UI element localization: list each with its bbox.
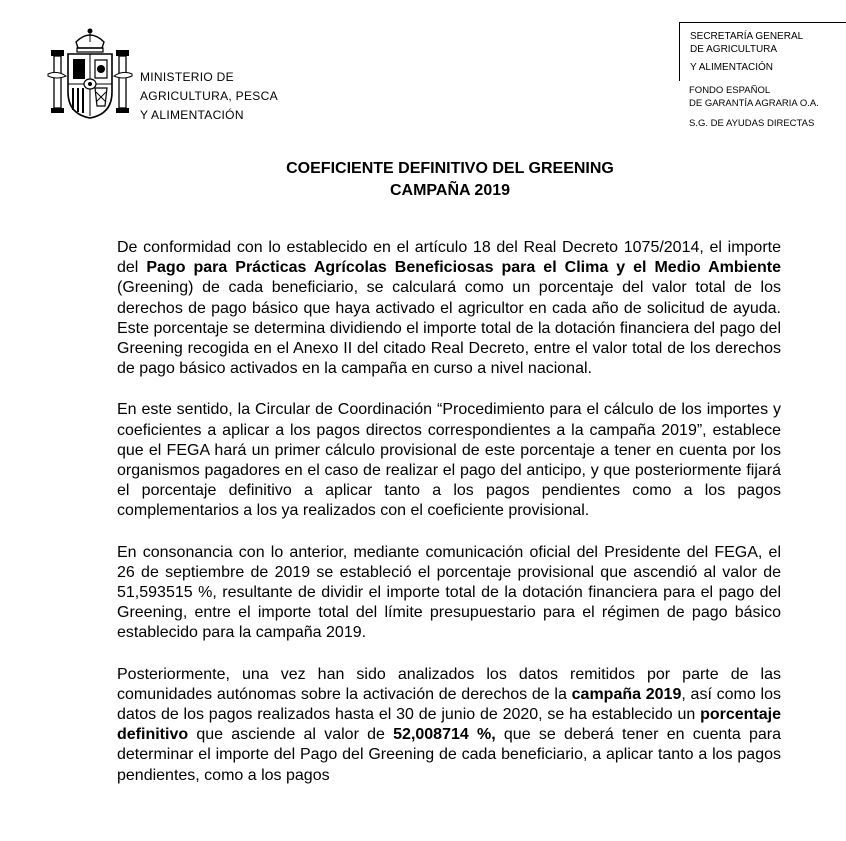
paragraph-3: En consonancia con lo anterior, mediante comunicación oficial del Presidente del FEGA, el 26 de septiembre de 2019 se estableció el porcentaje provisional que ascendió al valor de 51,593515 %, resultante de dividir el importe total de la dotación financiera para el pago del Greening, entre el importe total del límite presupuestario para el régimen de pago básico establecido para la campaña 2019. [117,543,781,642]
spain-coat-of-arms-icon [46,26,134,124]
secretaria-line: SECRETARÍA GENERAL [690,31,804,42]
p1-text-a: De conformidad con lo establecido en el artículo 18 del Real Decreto 1075/2014, el importe del [117,239,781,277]
secretaria-line: Y ALIMENTACIÓN [690,62,773,73]
p1-bold-greening: Pago para Prácticas Agrícolas Beneficiosas para el Clima y el Medio Ambiente [146,259,782,277]
secretaria-line: DE AGRICULTURA [690,44,778,55]
p4-text-c: , así como los datos de los pagos realizados hasta el 30 de junio de 2020, se ha establecido un [117,685,781,724]
title-line-2: CAMPAÑA 2019 [389,182,511,199]
title-line-1: COEFICIENTE DEFINITIVO DEL GREENING [286,160,614,177]
p4-bold-value: 52,008714 %, [393,726,496,744]
ministry-line: Y ALIMENTACIÓN [140,108,244,122]
paragraph-2: En este sentido, la Circular de Coordinación “Procedimiento para el cálculo de los importes y coeficientes a aplicar a los pagos directos correspondientes a la campaña 2019”, establece que el FEGA hará un primer cálculo provisional de este porcentaje a tener en cuenta por los organismos pagadores en el caso de realizar el pago del anticipo, y que posteriormente fijará el porcentaje definitivo a aplicar tanto a los pagos pendientes como a los pagos complementarios a los ya realizados con el coeficiente provisional. [117,401,781,520]
p1-text-c: (Greening) de cada beneficiario, se calculará como un porcentaje del valor total de los derechos de pago básico que haya activado el agricultor en cada año de solicitud de ayuda. Este porcentaje se determina dividiendo el importe total de la dotación financiera del pago del Greening recogida en el Anexo II del citado Real Decreto, entre el valor total de los derechos de pago básico activados en la campaña en curso a nivel nacional. [117,279,781,378]
secretaria-box [679,22,846,81]
p4-bold-campaign: campaña 2019 [571,685,682,703]
sg-ayudas-line: S.G. DE AYUDAS DIRECTAS [689,118,815,129]
p4-text-a: Posteriormente, una vez han sido analizados los datos remitidos por parte de las comunidades autónomas sobre la activación de derechos de la [117,665,781,703]
paragraph-4 [117,665,781,786]
paragraph-1 [117,238,781,379]
fega-line: DE GARANTÍA AGRARIA O.A. [689,98,819,109]
p4-text-d: que asciende al valor de [188,726,394,744]
fega-block [689,84,819,130]
document-title [0,158,846,202]
ministry-name [140,68,278,125]
document-header [0,0,846,150]
p4-text-e: que se deberá tener en cuenta para determinar el importe del Pago del Greening de cada beneficiario, a aplicar tanto a los pagos pendientes, como a los pagos [117,726,781,784]
ministry-line: AGRICULTURA, PESCA [140,89,278,103]
p4-bold-definitive: porcentaje definitivo [117,706,781,744]
fega-line: FONDO ESPAÑOL [689,85,771,96]
ministry-line: MINISTERIO DE [140,70,234,84]
document-body [117,238,781,807]
